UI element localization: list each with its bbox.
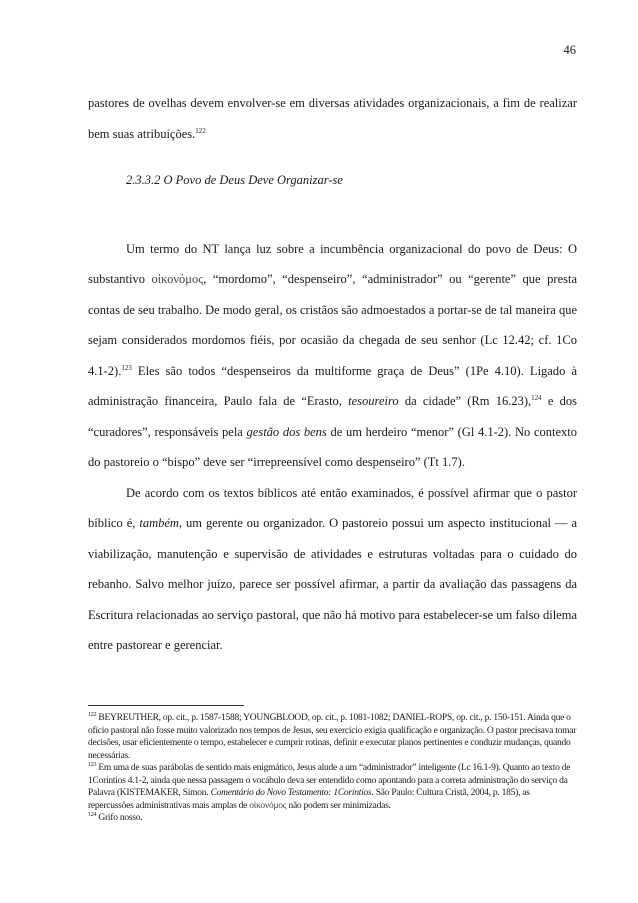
footnote-ref-123[interactable]: 123 bbox=[121, 363, 132, 372]
text-span: de um herdeiro “menor” (Gl 4.1-2). No contexto do pastoreio o “bispo” deve ser “irrepreensível como despenseiro” (Tt 1.7). bbox=[88, 424, 577, 469]
footnote-citation-title: Comentário do Novo Testamento: 1Coríntios bbox=[210, 788, 372, 798]
section-heading: 2.3.3.2 O Povo de Deus Deve Organizar-se bbox=[126, 173, 343, 187]
paragraph-intro bbox=[88, 88, 577, 149]
greek-term: οἰκονόμος bbox=[151, 272, 204, 286]
text-span: Eles são todos “despenseiros da multiforme graça de Deus” (1Pe 4.10). Ligado à administração financeira, Paulo fala de “Erasto, bbox=[88, 363, 577, 408]
page-number: 46 bbox=[563, 43, 576, 57]
footnote-122 bbox=[88, 712, 577, 762]
footnote-text: BEYREUTHER, op. cit., p. 1587-1588; YOUNGBLOOD, op. cit., p. 1081-1082; DANIEL-ROPS, op. cit., p. 150-151. Ainda que o ofício pastoral não fosse muito valorizado nos tempos de Jesus, seu exercício exigia qualificação e organização. O pastor precisava tomar decisões, usar eficientemente o tempo, estabelecer e cumprir rotinas, definir e executar planos pertinentes e conduzir mudanças, quando necessárias. bbox=[88, 713, 577, 761]
footnote-text: Em uma de suas parábolas de sentido mais enigmático, Jesus alude a um “administrador” inteligente (Lc 16.1-9). Quanto ao texto de 1Coríntios 4.1-2, ainda que nessa passagem o vocábulo deva ser entendido como apontando para a correta administração do serviço da Palavra (KISTEMAKER, Simon. bbox=[88, 763, 571, 798]
footnote-text: Grifo nosso. bbox=[96, 813, 143, 823]
text-span: , “mordomo”, “despenseiro”, “administrador” ou “gerente” que presta contas de seu trabalho. De modo geral, os cristãos são admoestados a portar-se de tal maneira que sejam considerados mordomos fiéis, por ocasião da chegada de seu senhor (Lc 12.42; cf. 1Co 4.1-2). bbox=[88, 272, 577, 378]
footnote-divider bbox=[88, 705, 244, 706]
footnote-number: 122 bbox=[88, 712, 97, 718]
footnote-text: não podem ser minimizadas. bbox=[286, 800, 391, 811]
greek-term: οἰκονόμος bbox=[249, 800, 287, 811]
emphasis-tambem: também bbox=[139, 516, 179, 530]
text-span: e dos “curadores”, responsáveis pela bbox=[88, 394, 577, 439]
body-text bbox=[88, 88, 577, 661]
footnote-ref-124[interactable]: 124 bbox=[531, 394, 542, 402]
emphasis-gestao-dos-bens: gestão dos bens bbox=[246, 424, 327, 439]
text-span: da cidade” (Rm 16.23), bbox=[398, 394, 532, 408]
text-span: , um gerente ou organizador. O pastoreio possui um aspecto institucional — a viabilização, manutenção e supervisão de atividades e estruturas voltadas para o cuidado do rebanho. Salvo melhor juízo, parece ser possível afirmar, a partir da avaliação das passagens da Escritura relacionadas ao serviço pastoral, que não há motivo para estabelecer-se um falso dilema entre pastorear e gerenciar. bbox=[88, 516, 577, 652]
footnote-123 bbox=[88, 762, 577, 812]
paragraph-term bbox=[88, 234, 577, 478]
paragraph-conclusion bbox=[88, 478, 577, 661]
footnotes bbox=[88, 712, 577, 825]
footnote-ref-122[interactable]: 122 bbox=[195, 126, 206, 135]
text-span: Um termo do NT lança luz sobre a incumbência organizacional do povo de Deus: O substantivo bbox=[88, 241, 577, 286]
paragraph-intro-text: pastores de ovelhas devem envolver-se em diversas atividades organizacionais, a fim de realizar bem suas atribuições. bbox=[88, 96, 577, 141]
text-span: De acordo com os textos bíblicos até então examinados, é possível afirmar que o pastor bíblico é, bbox=[88, 485, 577, 530]
footnote-number: 124 bbox=[88, 812, 97, 818]
footnote-124 bbox=[88, 812, 577, 825]
footnote-number: 123 bbox=[88, 762, 97, 768]
emphasis-tesoureiro: tesoureiro bbox=[348, 394, 399, 408]
footnote-text: . São Paulo: Cultura Cristã, 2004, p. 185), as repercussões administrativas mais amplas de bbox=[88, 788, 530, 811]
